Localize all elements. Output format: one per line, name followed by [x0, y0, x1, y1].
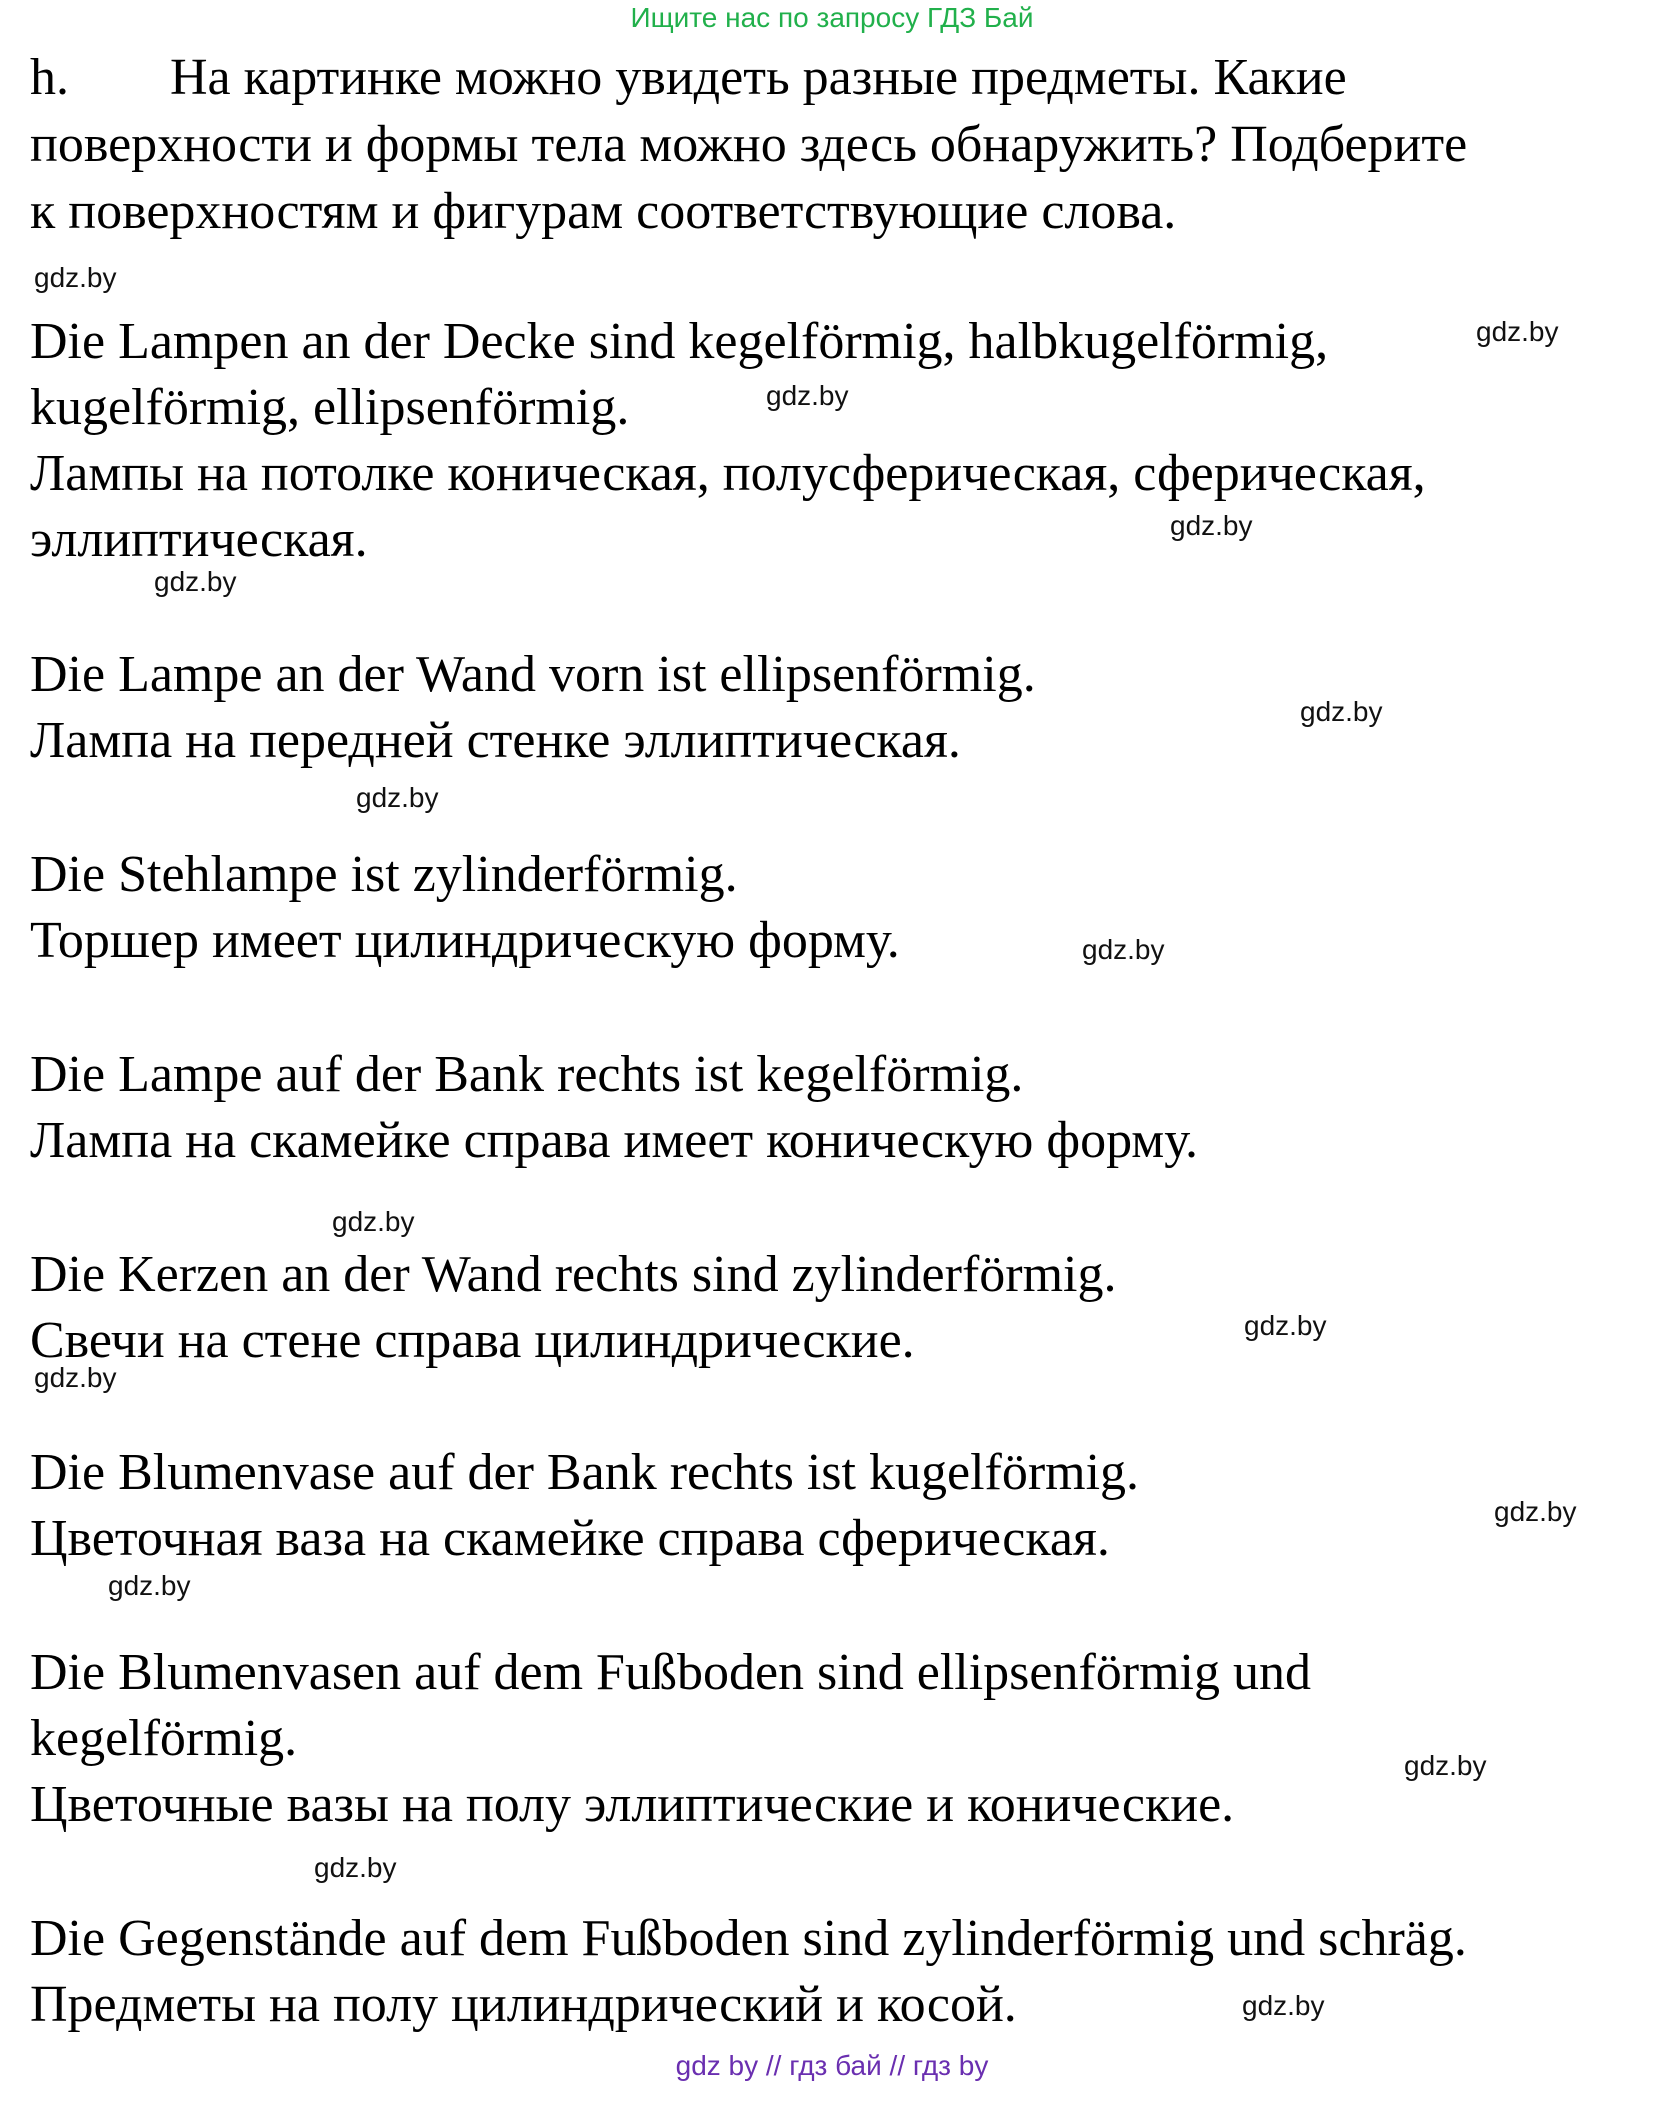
watermark: gdz.by	[332, 1206, 415, 1237]
answer-ru-5: Свечи на стене справа цилиндрические.	[30, 1312, 915, 1369]
answer-ru-6: Цветочная ваза на скамейке справа сферическая.	[30, 1510, 1110, 1567]
task-line-1-text: На картинке можно увидеть разные предметы. Какие	[170, 49, 1347, 106]
answer-de-7b: kegelförmig.	[30, 1710, 298, 1767]
watermark: gdz.by	[1494, 1496, 1577, 1527]
watermark: gdz.by	[1170, 510, 1253, 541]
watermark: gdz.by	[1242, 1990, 1325, 2021]
answer-ru-8: Предметы на полу цилиндрический и косой.	[30, 1976, 1017, 2033]
watermark: gdz.by	[314, 1852, 397, 1883]
task-line-1	[30, 48, 1347, 108]
watermark: gdz.by	[1300, 696, 1383, 727]
watermark: gdz.by	[34, 1362, 117, 1393]
watermark: gdz.by	[766, 380, 849, 411]
site-footer-text: gdz by // гдз бай // гдз by	[675, 2050, 989, 2081]
answer-de-8: Die Gegenstände auf dem Fußboden sind zylinderförmig und schräg.	[30, 1910, 1467, 1967]
watermark: gdz.by	[154, 566, 237, 597]
task-line-2: поверхности и формы тела можно здесь обнаружить? Подберите	[30, 116, 1468, 173]
watermark: gdz.by	[356, 782, 439, 813]
watermark: gdz.by	[34, 262, 117, 293]
answer-de-5: Die Kerzen an der Wand rechts sind zylinderförmig.	[30, 1246, 1117, 1303]
answer-de-1b: kugelförmig, ellipsenförmig.	[30, 379, 630, 436]
answer-de-6: Die Blumenvase auf der Bank rechts ist kugelförmig.	[30, 1444, 1140, 1501]
task-line-3: к поверхностям и фигурам соответствующие слова.	[30, 183, 1177, 240]
answer-ru-2: Лампа на передней стенке эллиптическая.	[30, 712, 961, 769]
watermark: gdz.by	[1476, 316, 1559, 347]
task-letter: h.	[30, 49, 69, 106]
answer-ru-1a: Лампы на потолке коническая, полусферическая, сферическая,	[30, 445, 1426, 502]
watermark: gdz.by	[1082, 934, 1165, 965]
answer-ru-1b: эллиптическая.	[30, 511, 368, 568]
watermark: gdz.by	[1244, 1310, 1327, 1341]
answer-de-7a: Die Blumenvasen auf dem Fußboden sind ellipsenförmig und	[30, 1644, 1312, 1701]
answer-ru-4: Лампа на скамейке справа имеет коническую форму.	[30, 1112, 1198, 1169]
watermark: gdz.by	[108, 1570, 191, 1601]
watermark: gdz.by	[1404, 1750, 1487, 1781]
answer-de-4: Die Lampe auf der Bank rechts ist kegelförmig.	[30, 1046, 1024, 1103]
answer-de-3: Die Stehlampe ist zylinderförmig.	[30, 846, 738, 903]
answer-ru-7: Цветочные вазы на полу эллиптические и конические.	[30, 1776, 1235, 1833]
answer-de-2: Die Lampe an der Wand vorn ist ellipsenförmig.	[30, 646, 1036, 703]
answer-de-1a: Die Lampen an der Decke sind kegelförmig, halbkugelförmig,	[30, 313, 1329, 370]
answer-ru-3: Торшер имеет цилиндрическую форму.	[30, 912, 900, 969]
site-header-text: Ищите нас по запросу ГДЗ Бай	[630, 2, 1034, 33]
